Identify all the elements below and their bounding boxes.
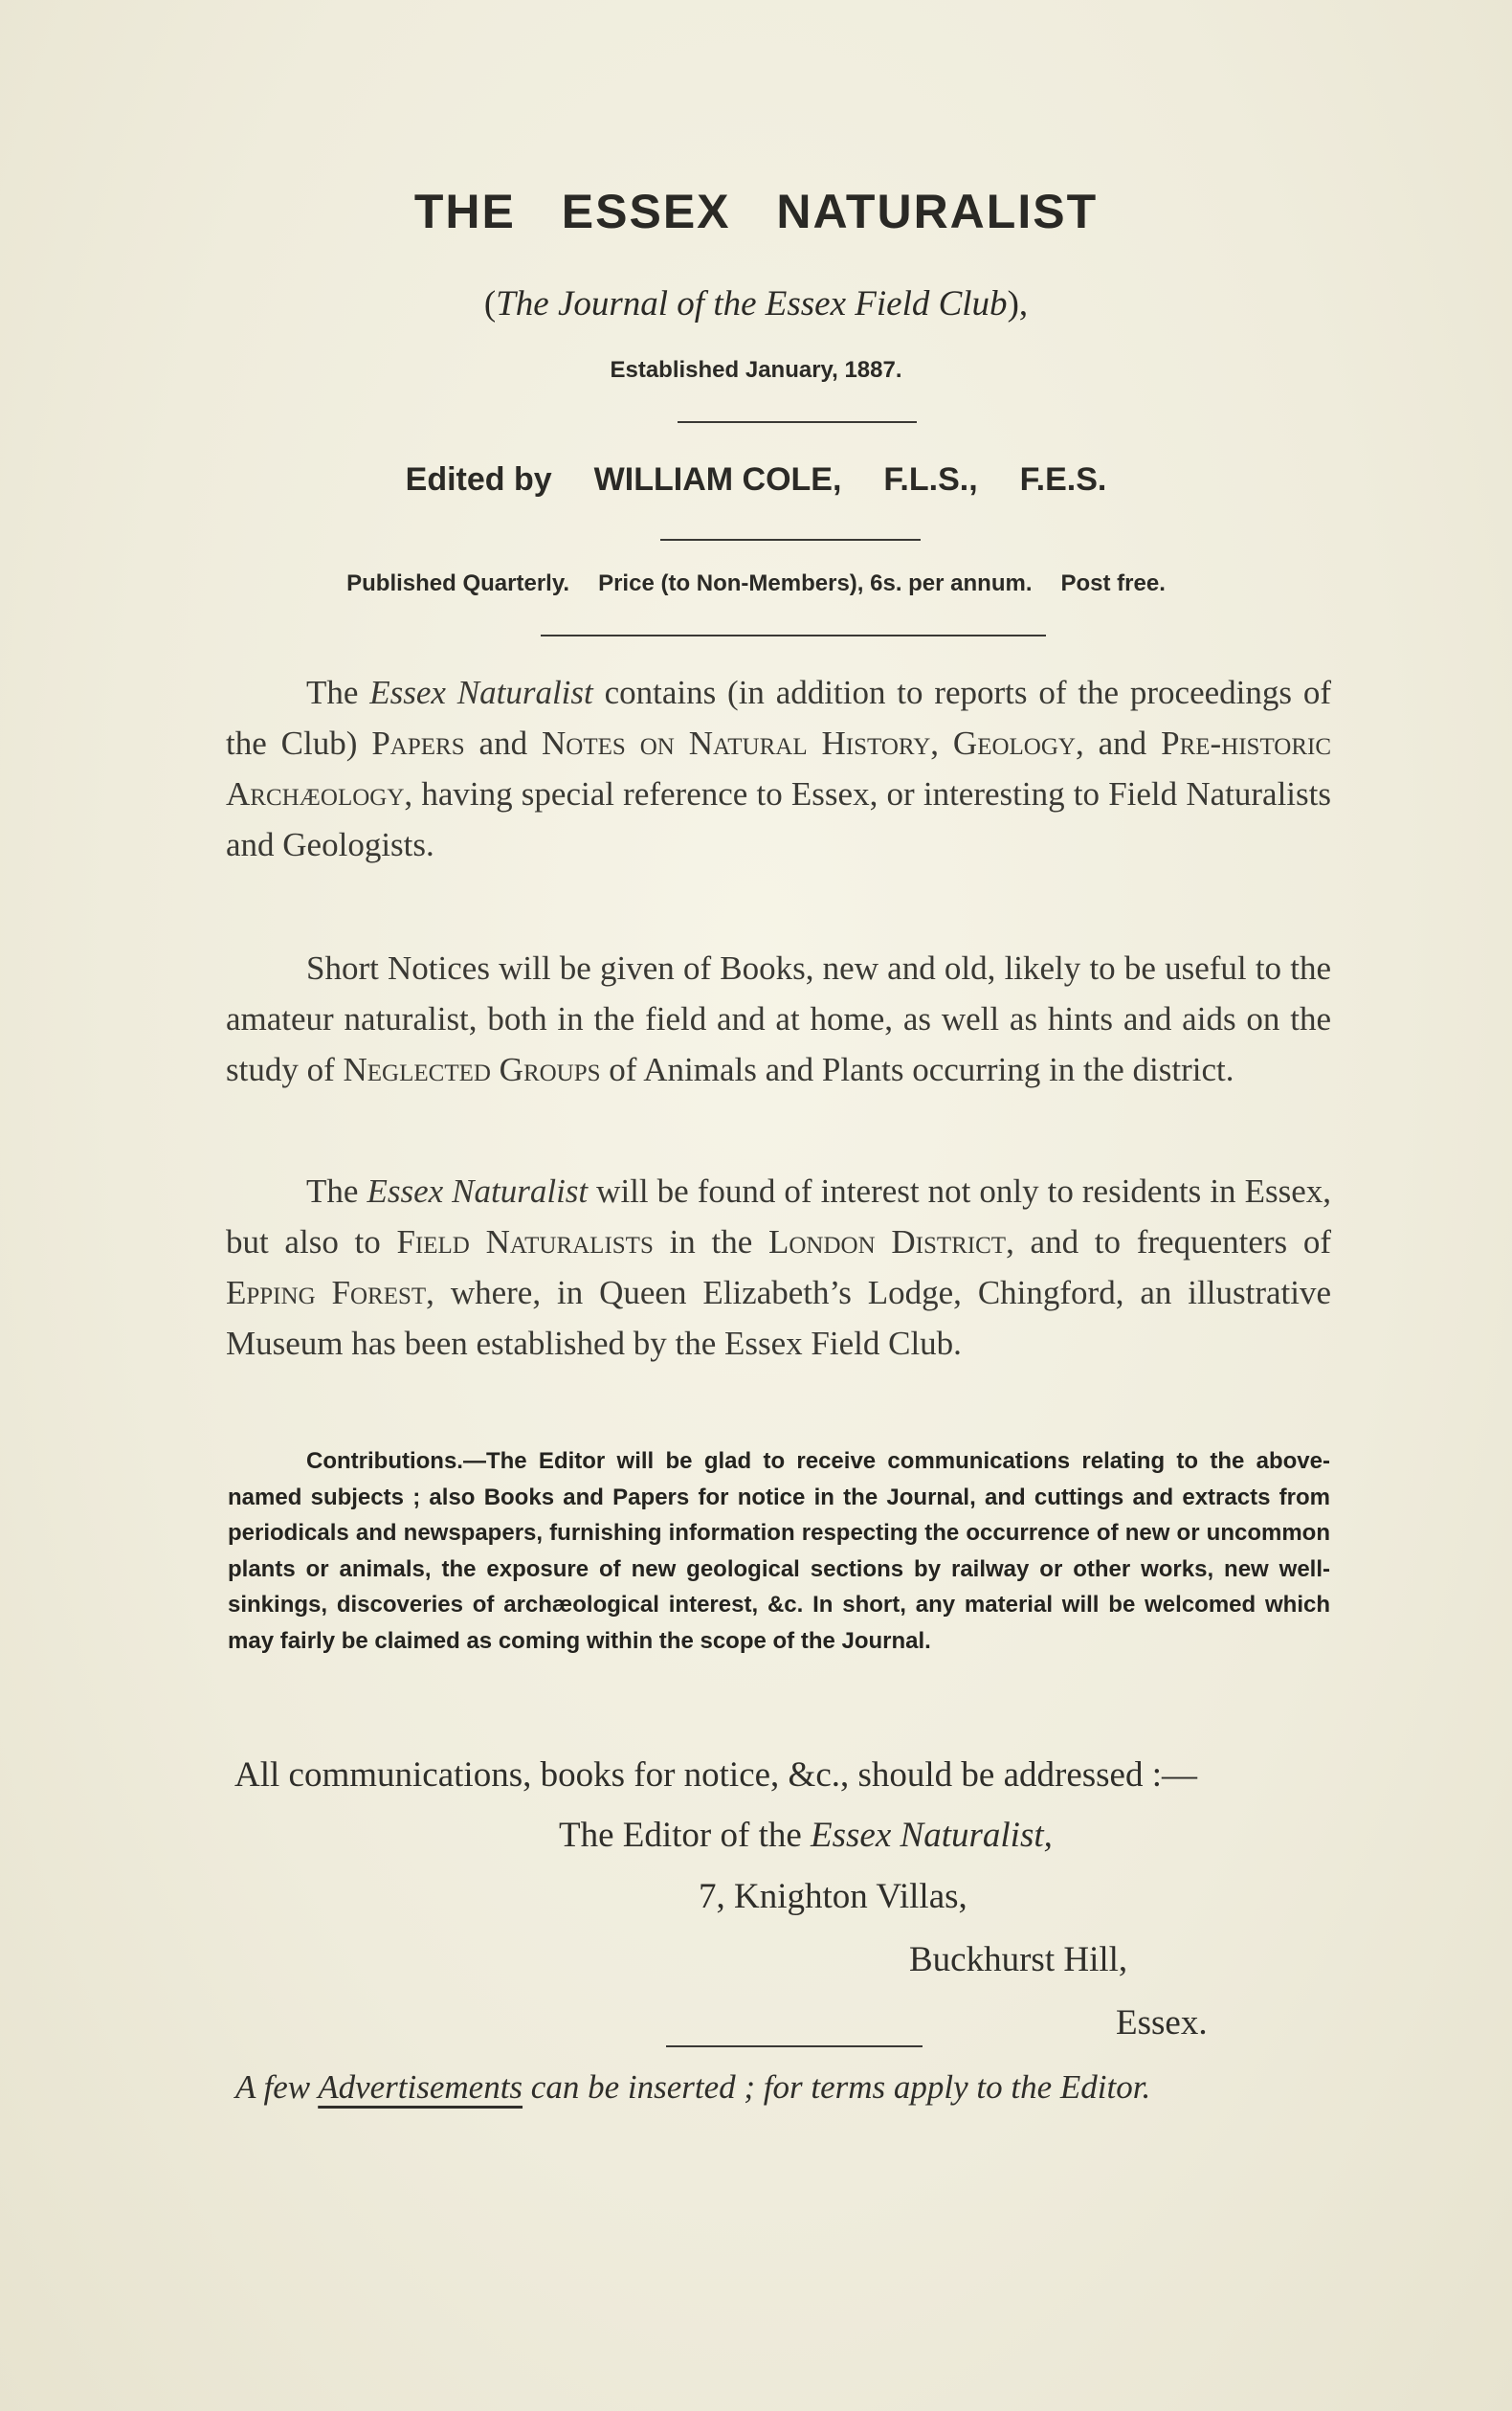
editor-prefix: Edited by bbox=[405, 461, 552, 498]
address-line-3: Buckhurst Hill, bbox=[909, 1940, 1128, 1979]
para3-text-3: in the bbox=[653, 1223, 768, 1261]
para1-text-4: and bbox=[1083, 725, 1162, 762]
para1-text-5: having special reference to Essex, or interesting to Field Naturalists and Geologists. bbox=[226, 775, 1331, 863]
journal-title: THE ESSEX NATURALIST bbox=[413, 185, 1099, 238]
divider-rule bbox=[666, 2045, 923, 2047]
advertisement-note bbox=[235, 2068, 1150, 2107]
para1-smallcaps-2: Notes on Natural History, Geology, bbox=[542, 725, 1084, 762]
editor-post1: F.L.S., bbox=[883, 461, 978, 498]
para2-text-1: Short Notices will be given of Books, new and old, likely to be useful to the amateur naturalist, both in the field and at home, as well as hints and aids on the study of bbox=[226, 949, 1331, 1088]
para2-text-2: of Animals and Plants occurring in the district. bbox=[600, 1051, 1234, 1088]
paragraph-notices bbox=[226, 943, 1331, 1095]
address-line-1-prefix: The Editor of the bbox=[559, 1816, 812, 1855]
address-line-2: 7, Knighton Villas, bbox=[699, 1877, 967, 1916]
journal-subtitle bbox=[0, 283, 1512, 324]
para1-smallcaps-3: Pre-historic Archæology, bbox=[226, 725, 1332, 813]
para3-smallcaps-2: London District, bbox=[767, 1223, 1014, 1261]
footer-underlined: Advertisements bbox=[318, 2068, 523, 2106]
editor-line bbox=[0, 461, 1512, 499]
address-line-4: Essex. bbox=[1116, 2003, 1208, 2043]
para3-text-1: The bbox=[306, 1172, 367, 1210]
established-date: Established January, 1887. bbox=[610, 357, 902, 383]
para3-text-5: where, in Queen Elizabeth’s Lodge, Chingford, an illustrative Museum has been established by the Essex Field Club. bbox=[226, 1274, 1331, 1362]
published-frequency: Published Quarterly. bbox=[346, 570, 570, 596]
paragraph-contents bbox=[226, 667, 1331, 870]
para1-text-2: contains (in addition to reports of the proceedings of the Club) bbox=[226, 674, 1331, 762]
para1-smallcaps-1: Papers bbox=[371, 725, 465, 762]
para1-text-3: and bbox=[464, 725, 542, 762]
address-intro: All communications, books for notice, &c., should be addressed :— bbox=[234, 1755, 1198, 1795]
divider-rule bbox=[678, 421, 917, 423]
para2-smallcaps-1: Neglected Groups bbox=[343, 1051, 601, 1088]
subtitle-open-paren: ( bbox=[483, 284, 497, 324]
footer-text-1: A few bbox=[235, 2068, 319, 2106]
address-line-1 bbox=[559, 1815, 1053, 1856]
para3-text-4: and to frequenters of bbox=[1013, 1223, 1332, 1261]
para3-text-2: will be found of interest not only to residents in Essex, but also to bbox=[226, 1172, 1331, 1261]
address-journal-name: Essex Naturalist, bbox=[811, 1816, 1053, 1855]
subtitle-italic: The Journal of the Essex Field Club bbox=[496, 284, 1008, 324]
divider-rule bbox=[660, 539, 921, 541]
para1-text-1: The bbox=[306, 674, 370, 711]
divider-rule bbox=[541, 635, 1046, 636]
para3-smallcaps-3: Epping Forest, bbox=[226, 1274, 434, 1311]
para3-journal-name: Essex Naturalist bbox=[367, 1172, 589, 1210]
editor-name: WILLIAM COLE, bbox=[593, 461, 842, 498]
contributions-text: Contributions.—The Editor will be glad to receive communications relating to the above-named subjects ; also Books and Papers for notice in the Journal, and cuttings and extracts from periodicals and newspapers, furnishing information respecting the occurrence of new or uncommon plants or animals, the exposure of new geological sections by railway or other works, new well-sinkings, discoveries of archæological interest, &c. In short, any material will be welcomed which may fairly be claimed as coming within the scope of the Journal. bbox=[228, 1448, 1330, 1654]
para3-smallcaps-1: Field Naturalists bbox=[396, 1223, 654, 1261]
subtitle-close-paren: ), bbox=[1007, 284, 1029, 324]
price: Price (to Non-Members), 6s. per annum. bbox=[598, 570, 1033, 596]
editor-post2: F.E.S. bbox=[1019, 461, 1107, 498]
para1-journal-name: Essex Naturalist bbox=[369, 674, 593, 711]
postage: Post free. bbox=[1060, 570, 1166, 596]
contributions-notice bbox=[228, 1443, 1330, 1659]
publication-info bbox=[0, 570, 1512, 597]
paragraph-interest bbox=[226, 1166, 1331, 1369]
footer-text-2: can be inserted ; for terms apply to the Editor. bbox=[523, 2068, 1151, 2106]
